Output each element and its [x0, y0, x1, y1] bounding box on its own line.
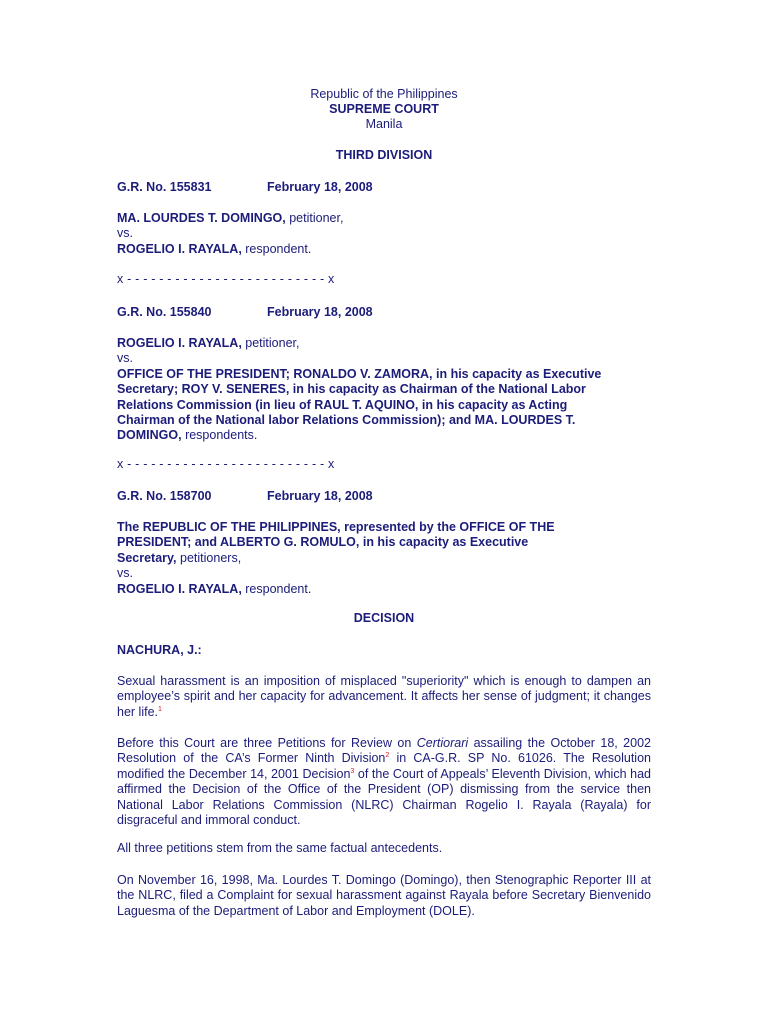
case-3-petitioner-line: The REPUBLIC OF THE PHILIPPINES, represented by the OFFICE OF THE: [117, 520, 555, 534]
case-3-vs: vs.: [117, 566, 133, 581]
footnote-1-ref[interactable]: 1: [158, 705, 162, 713]
case-2-respondent-line: Chairman of the National labor Relations Commission); and MA. LOURDES T.: [117, 413, 576, 428]
case-1-date: February 18, 2008: [267, 180, 373, 194]
paragraph-3: All three petitions stem from the same factual antecedents.: [117, 841, 443, 855]
case-3-parties: [117, 520, 651, 597]
case-2-date: February 18, 2008: [267, 305, 373, 319]
paragraph-4: On November 16, 1998, Ma. Lourdes T. Domingo (Domingo), then Stenographic Reporter III at the NLRC, filed a Complaint for sexual harassment against Rayala before Secretary Bienvenido Laguesma of the Department of Labor and Employment (DOLE).: [117, 873, 651, 918]
case-1-petitioner-role: petitioner,: [285, 211, 344, 225]
case-2-respondent-line: Relations Commission (in lieu of RAUL T. AQUINO, in his capacity as Acting: [117, 397, 568, 412]
case-1-petitioner: MA. LOURDES T. DOMINGO,: [117, 211, 286, 225]
case-1-respondent: ROGELIO I. RAYALA,: [117, 241, 242, 256]
case-2-vs: vs.: [117, 351, 133, 366]
case-1-parties: [117, 211, 651, 257]
case-1-heading: [117, 180, 651, 195]
republic-line: Republic of the Philippines: [310, 87, 458, 101]
paragraph-1-text: Sexual harassment is an imposition of misplaced "superiority" which is enough to dampen an employee’s spirit and her capacity for advancement. It affects her sense of judgment; it changes her life.: [117, 674, 651, 719]
case-2-respondent-line: Secretary; ROY V. SENERES, in his capacity as Chairman of the National Labor: [117, 382, 586, 397]
paragraph-1: [117, 674, 651, 720]
case-2-respondent-line: OFFICE OF THE PRESIDENT; RONALDO V. ZAMORA, in his capacity as Executive: [117, 366, 602, 381]
paragraph-2-text: assailing the October 18, 2002 Resolution of the CA’s Former Ninth Division: [117, 736, 651, 766]
division-heading: THIRD DIVISION: [335, 148, 433, 162]
case-2-parties: [117, 336, 651, 444]
court-name: SUPREME COURT: [329, 102, 439, 116]
case-3-petitioner-line: PRESIDENT; and ALBERTO G. ROMULO, in his capacity as Executive: [117, 535, 529, 550]
footnote-2-ref[interactable]: 2: [385, 752, 390, 760]
paragraph-2: [117, 736, 651, 828]
case-2-gr-number: G.R. No. 155840: [117, 305, 212, 319]
separator-1: x - - - - - - - - - - - - - - - - - - - - - - - - - x: [117, 272, 335, 286]
decision-title: DECISION: [353, 611, 415, 625]
paragraph-2-text: Before this Court are three Petitions for Review on: [117, 736, 417, 750]
case-3-petitioner-last: Secretary,: [117, 550, 177, 565]
case-3-petitioner-role: petitioners,: [176, 550, 242, 565]
case-1-respondent-role: respondent.: [241, 241, 312, 256]
ponente: NACHURA, J.:: [117, 643, 202, 657]
case-3-gr-number: G.R. No. 158700: [117, 489, 212, 503]
case-3-date: February 18, 2008: [267, 489, 373, 503]
case-2-respondent-last: DOMINGO,: [117, 428, 182, 443]
case-2-heading: [117, 305, 651, 320]
city-line: Manila: [365, 117, 403, 131]
case-2-petitioner-role: petitioner,: [241, 336, 300, 350]
paragraph-2-text: of the Court of Appeals’ Eleventh Division, which had affirmed the Decision of the Office of the President (OP) dismissing from the service then National Labor Relations Commission (NLRC) Chairman Rogelio I. Rayala (Rayala) for disgraceful and immoral conduct.: [117, 766, 651, 828]
footnote-3-ref[interactable]: 3: [350, 767, 355, 775]
separator-2: x - - - - - - - - - - - - - - - - - - - - - - - - - x: [117, 457, 335, 471]
case-3-heading: [117, 489, 651, 504]
case-1-gr-number: G.R. No. 155831: [117, 180, 212, 194]
case-1-vs: vs.: [117, 226, 133, 241]
case-3-respondent-role: respondent.: [241, 581, 312, 596]
certiorari-italic: Certiorari: [416, 736, 469, 750]
case-3-respondent: ROGELIO I. RAYALA,: [117, 581, 242, 596]
case-2-respondent-role: respondents.: [181, 428, 258, 443]
case-2-petitioner: ROGELIO I. RAYALA,: [117, 336, 242, 350]
paragraph-2-text: in CA-G.R. SP No. 61026. The Resolution modified the December 14, 2001 Decision: [117, 751, 651, 781]
